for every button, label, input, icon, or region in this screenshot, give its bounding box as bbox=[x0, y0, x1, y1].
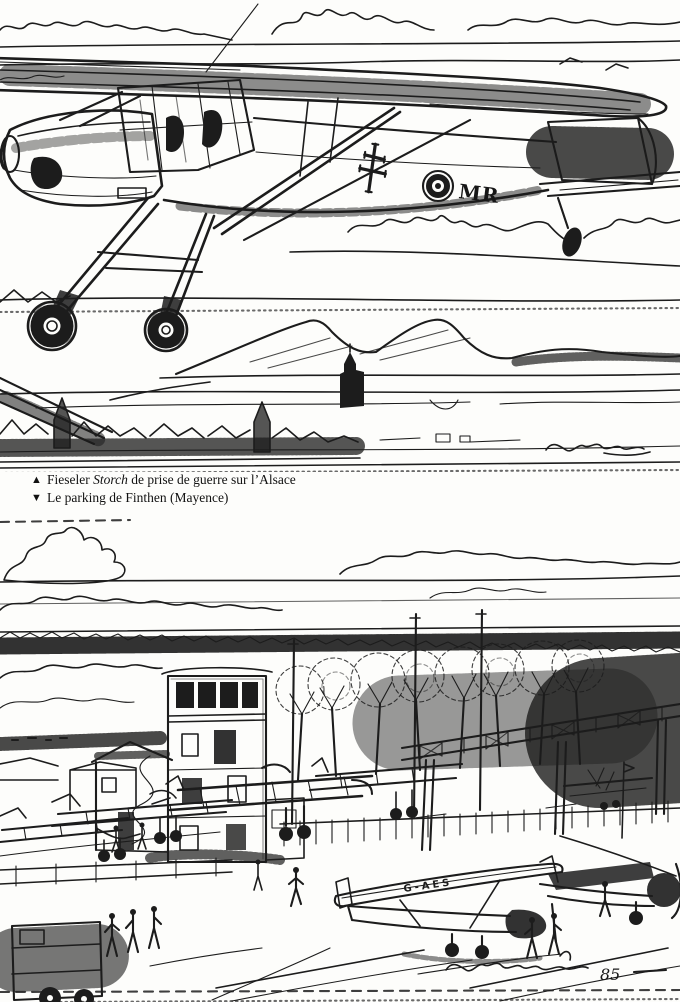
landscape bbox=[0, 320, 680, 472]
caption-top-text-italic: Storch bbox=[93, 472, 128, 487]
signature-year: 85 bbox=[600, 965, 621, 984]
right-wheel bbox=[145, 309, 187, 351]
fuselage-code: MR bbox=[457, 179, 501, 208]
mountains bbox=[176, 320, 680, 374]
airfield-illustration bbox=[0, 518, 680, 1002]
down-triangle-icon: ▼ bbox=[31, 492, 42, 504]
storch-illustration bbox=[0, 0, 680, 472]
town-skyline bbox=[0, 398, 520, 462]
caption-top-figure bbox=[31, 471, 680, 489]
caption-top-text-post: de prise de guerre sur l’Alsace bbox=[127, 472, 296, 487]
tail bbox=[540, 118, 680, 259]
caption-bottom-figure bbox=[31, 489, 680, 507]
tailwheel bbox=[559, 225, 585, 259]
bare-trees bbox=[276, 640, 680, 780]
up-triangle-icon: ▲ bbox=[31, 474, 42, 486]
figure bbox=[126, 909, 138, 952]
figure bbox=[549, 913, 561, 954]
antenna-wire bbox=[206, 4, 258, 72]
treeline bbox=[0, 632, 680, 652]
truck bbox=[12, 922, 102, 1002]
wing bbox=[0, 58, 666, 117]
observer-silhouette bbox=[202, 110, 222, 148]
cathedral-silhouette bbox=[340, 352, 364, 408]
figure bbox=[289, 867, 303, 906]
caption-bottom-text: Le parking de Finthen (Mayence) bbox=[47, 490, 229, 505]
cross-of-lorraine-marking bbox=[357, 143, 389, 194]
figure bbox=[149, 906, 161, 948]
left-wheel bbox=[28, 302, 76, 350]
exhaust bbox=[31, 157, 63, 189]
sky-clouds bbox=[0, 520, 680, 632]
foreground-monoplane bbox=[335, 864, 563, 962]
artist-signature bbox=[546, 444, 650, 455]
caption-top-text-pre: Fieseler bbox=[47, 472, 94, 487]
figure-captions bbox=[0, 471, 680, 507]
figure bbox=[138, 823, 146, 850]
roundel-marking bbox=[423, 171, 453, 201]
figure bbox=[254, 860, 262, 891]
landing-gear bbox=[28, 198, 214, 351]
wing-registration: G-AES bbox=[402, 877, 454, 895]
figure bbox=[600, 881, 610, 916]
